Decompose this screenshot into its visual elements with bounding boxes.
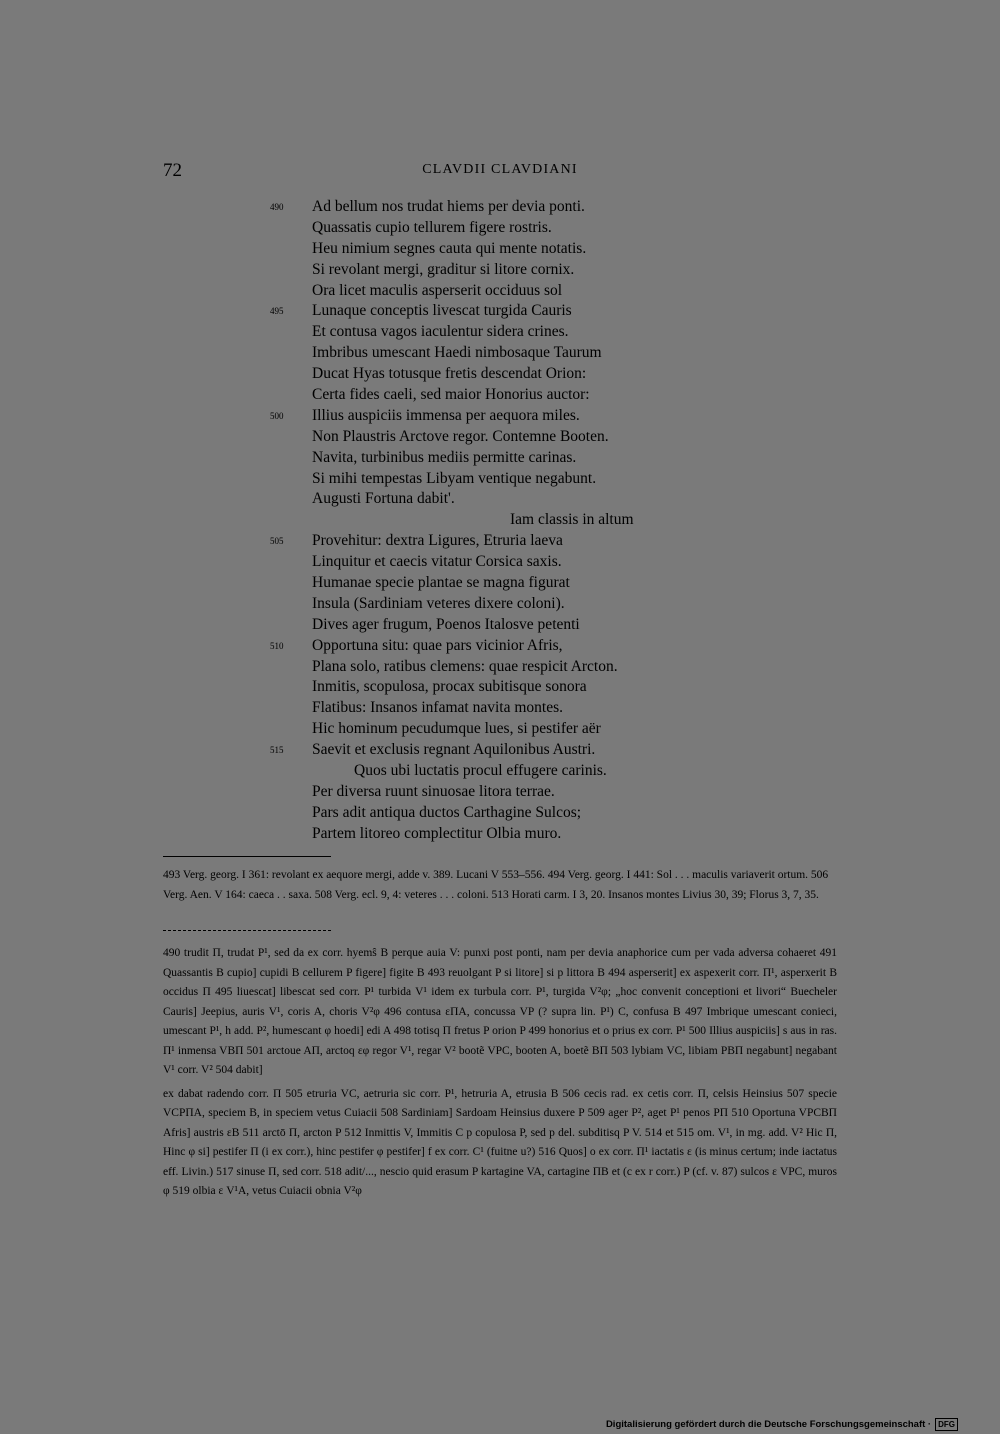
line-number: 515 xyxy=(270,745,284,756)
verse-line xyxy=(270,427,790,448)
verse-line xyxy=(270,531,790,552)
verse-line xyxy=(270,281,790,302)
running-head: CLAVDII CLAVDIANI xyxy=(422,162,578,177)
verse-text: Opportuna situ: quae pars vicinior Afris, xyxy=(312,636,563,654)
verse-line xyxy=(270,406,790,427)
verse-line xyxy=(270,552,790,573)
verse-text: Lunaque conceptis livescat turgida Cauris xyxy=(312,302,572,320)
verse-line xyxy=(270,322,790,343)
digitization-credit xyxy=(606,1418,958,1431)
verse-line xyxy=(270,761,790,782)
verse-text: Quassatis cupio tellurem figere rostris. xyxy=(312,218,552,236)
verse-text: Imbribus umescant Haedi nimbosaque Taurum xyxy=(312,344,602,362)
verse-line xyxy=(270,677,790,698)
verse-text: Pars adit antiqua ductos Carthagine Sulcos; xyxy=(312,803,582,821)
verse-text: Augusti Fortuna dabit'. xyxy=(312,490,455,508)
apparatus-separator xyxy=(163,930,331,931)
verse-line xyxy=(270,343,790,364)
page-number: 72 xyxy=(163,160,182,181)
verse-text: Ducat Hyas totusque fretis descendat Orion: xyxy=(312,365,587,383)
verse-text: Ad bellum nos trudat hiems per devia ponti. xyxy=(312,198,585,215)
verse-line xyxy=(270,197,790,218)
verse-text: Illius auspiciis immensa per aequora miles. xyxy=(312,406,580,424)
verse-line xyxy=(270,824,790,845)
verse-text: Si revolant mergi, graditur si litore cornix. xyxy=(312,260,575,278)
verse-line xyxy=(270,510,790,531)
footnote-separator xyxy=(163,856,331,857)
verse-line xyxy=(270,385,790,406)
line-number: 505 xyxy=(270,536,284,547)
verse-line xyxy=(270,260,790,281)
verse-line xyxy=(270,301,790,322)
verse-text: Heu nimium segnes cauta qui mente notatis. xyxy=(312,239,587,257)
verse-text: Hic hominum pecudumque lues, si pestifer aër xyxy=(312,720,601,738)
verse-text: Per diversa ruunt sinuosae litora terrae. xyxy=(312,782,555,800)
verse-text: Certa fides caeli, sed maior Honorius auctor: xyxy=(312,386,590,404)
verse-line xyxy=(270,573,790,594)
verse-line xyxy=(270,657,790,678)
critical-apparatus xyxy=(163,944,837,1202)
poem-text xyxy=(270,197,790,845)
verse-text: Saevit et exclusis regnant Aquilonibus Austri. xyxy=(312,741,596,759)
verse-text: Et contusa vagos iaculentur sidera crines. xyxy=(312,323,569,341)
verse-line xyxy=(270,740,790,761)
verse-line xyxy=(270,719,790,740)
verse-line xyxy=(270,364,790,385)
verse-text: Linquitur et caecis vitatur Corsica saxis. xyxy=(312,553,562,571)
dfg-logo: DFG xyxy=(935,1418,958,1431)
verse-text: Quos ubi luctatis procul effugere carinis. xyxy=(354,762,607,780)
verse-text: Si mihi tempestas Libyam ventique negabunt. xyxy=(312,469,597,487)
verse-text: Ora licet maculis asperserit occiduus sol xyxy=(312,281,563,299)
verse-line xyxy=(270,698,790,719)
verse-text: Plana solo, ratibus clemens: quae respicit Arcton. xyxy=(312,657,618,675)
line-number: 510 xyxy=(270,640,284,651)
verse-line xyxy=(270,594,790,615)
line-number: 500 xyxy=(270,410,284,421)
verse-text: Non Plaustris Arctove regor. Contemne Booten. xyxy=(312,427,609,445)
line-number: 490 xyxy=(270,202,284,212)
verse-text: Flatibus: Insanos infamat navita montes. xyxy=(312,699,563,717)
apparatus-paragraph: 490 trudit Π, trudat P¹, sed da ex corr. hyemŝ B perque auia V: punxi post ponti, nam per devia anaphorice cum per vada adversa cohaeret 491 Quassantis B cupio] cupidi B cellurem P figere] figite B 493 reuolgant P si litore] si p littora B 494 asperserit] ex aspexerit corr. Π¹, asperxerit B occidus Π 495 liuescat] libescat sed corr. P¹ turbida V¹ idem ex turbula corr. P¹, turgida V²φ; „hoc convenit conceptioni et livori“ Buecheler Cauris] Jeepius, auris V¹, coris A, choris V²φ 496 contusa εΠA, concussa VP (? supra lin. P¹) C, confusa B 497 Imbrique umescant conieci, umescant P¹, h add. P², humescant φ hoedi] edi A 498 totisq Π fretus P orion P 499 honorius et o prius ex corr. P¹ 500 Illius auspiciis] s aus in ras. Π¹ inmensa VBΠ 501 arctoue AΠ, arctoq εφ regor V¹, regar V² bootẽ VPC, booten A, boetẽ BΠ 503 lybiam VC, libiam PBΠ negabunt] negabant V¹ corr. V² 504 dabit] xyxy=(163,947,837,1076)
verse-text: Inmitis, scopulosa, procax subitisque sonora xyxy=(312,678,587,696)
verse-text: Dives ager frugum, Poenos Italosve petenti xyxy=(312,615,580,633)
verse-text: Navita, turbinibus mediis permitte carinas. xyxy=(312,448,577,466)
verse-text: Provehitur: dextra Ligures, Etruria laeva xyxy=(312,532,563,550)
source-notes: 493 Verg. georg. I 361: revolant ex aequore mergi, adde v. 389. Lucani V 553–556. 494 Verg. georg. I 441: Sol . . . maculis variaverit ortum. 506 Verg. Aen. V 164: caeca . . saxa. 508 Verg. ecl. 9, 4: veteres . . . coloni. 513 Horati carm. I 3, 20. Insanos montes Livius 30, 39; Florus 3, 7, 35. xyxy=(163,869,829,901)
verse-text: Iam classis in altum xyxy=(510,511,634,529)
verse-line xyxy=(270,803,790,824)
verse-text: Humanae specie plantae se magna figurat xyxy=(312,574,570,592)
verse-line xyxy=(270,615,790,636)
verse-text: Partem litoreo complectitur Olbia muro. xyxy=(312,824,562,842)
verse-line xyxy=(270,636,790,657)
verse-line xyxy=(270,489,790,510)
line-number: 495 xyxy=(270,306,284,317)
verse-line xyxy=(270,469,790,490)
verse-line xyxy=(270,782,790,803)
verse-line xyxy=(270,448,790,469)
credit-text: Digitalisierung gefördert durch die Deutsche Forschungsgemeinschaft · xyxy=(605,1419,932,1430)
verse-text: Insula (Sardiniam veteres dixere coloni). xyxy=(312,594,565,612)
verse-line xyxy=(270,218,790,239)
apparatus-paragraph: ex dabat radendo corr. Π 505 etruria VC, aetruria sic corr. P¹, hetruria A, etrusia B 506 cecis rad. ex cetis corr. Π, celsis Heinsius 507 specie VCPΠA, speciem B, in speciem vetus Cuiacii 508 Sardiniam] Sardoam Heinsius duxere P 509 ager P², aget P¹ penos PΠ 510 Oportuna VPCBΠ Afris] austris εB 511 arctō Π, arcton P 512 Inmittis V, Immitis C p copulosa P, sed p del. subditisq P V. 514 et 515 om. V¹, in mg. add. V² Hic Π, Hinc φ si] pestifer Π (i ex corr.), hinc pestifer φ pestifer] f ex corr. C¹ (fuitne u?) 516 Quos] o ex corr. Π¹ iactatis ε (is minus certum; inde iactatus eff. Livin.) 517 sinuse Π, sed corr. 518 adit/..., nescio quid erasum P kartagine VA, cartagine ΠB et (c ex r corr.) P (cf. v. 87) sulcos ε VPC, muros φ 519 olbia ε V¹A, vetus Cuiacii obnia V²φ xyxy=(163,1087,837,1197)
verse-line xyxy=(270,239,790,260)
